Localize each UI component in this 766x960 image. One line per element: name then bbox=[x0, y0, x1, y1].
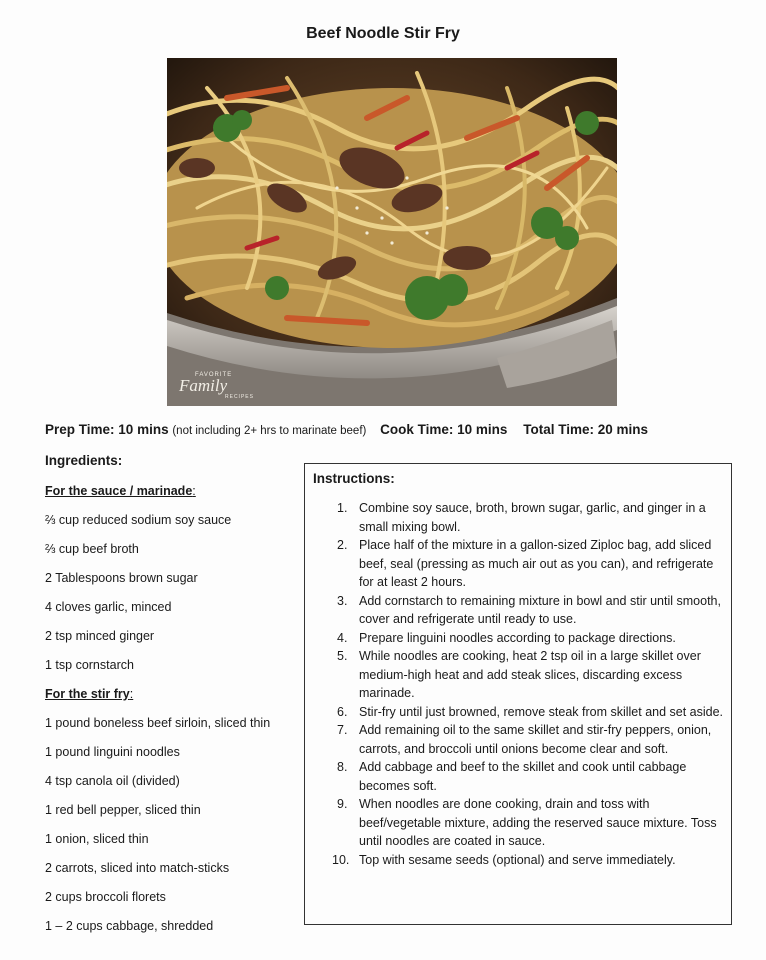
instruction-step: 4. Prepare linguini noodles according to package directions. bbox=[337, 630, 676, 645]
ingredient-item: 1 onion, sliced thin bbox=[45, 832, 149, 846]
prep-time-value: 10 mins bbox=[118, 422, 169, 437]
recipe-times bbox=[45, 422, 648, 437]
ingredient-item: 2 tsp minced ginger bbox=[45, 629, 155, 643]
ingredient-item: ⅔ cup beef broth bbox=[45, 542, 139, 556]
instruction-step: 5. While noodles are cooking, heat 2 tsp oil in a large skillet over medium-high heat and add steak slices, discarding excess marinade. bbox=[337, 649, 701, 700]
prep-time-label: Prep Time: bbox=[45, 422, 115, 437]
ingredient-item: 1 – 2 cups cabbage, shredded bbox=[45, 919, 214, 933]
instruction-step: 9. When noodles are done cooking, drain and toss with beef/vegetable mixture, adding the reserved sauce mixture. Toss until noodles are coated in sauce. bbox=[337, 797, 717, 848]
svg-text:RECIPES: RECIPES bbox=[225, 394, 254, 400]
instruction-step: 10. Top with sesame seeds (optional) and serve immediately. bbox=[332, 852, 676, 867]
recipe-title: Beef Noodle Stir Fry bbox=[306, 25, 460, 42]
ingredient-item: 1 red bell pepper, sliced thin bbox=[45, 803, 201, 817]
svg-text:Family: Family bbox=[179, 376, 228, 395]
ingredients-heading: Ingredients: bbox=[45, 453, 123, 468]
svg-text:FAVORITE: FAVORITE bbox=[195, 372, 233, 378]
instruction-step: 1. Combine soy sauce, broth, brown sugar, garlic, and ginger in a small mixing bowl. bbox=[337, 501, 706, 534]
ingredient-item: 2 cups broccoli florets bbox=[45, 890, 166, 904]
favorite-family-recipes-logo bbox=[175, 368, 271, 400]
stir-fry-illustration bbox=[167, 58, 617, 406]
ingredient-item: 1 pound boneless beef sirloin, sliced thin bbox=[45, 716, 271, 730]
stirfry-subheading: For the stir fry: bbox=[45, 687, 134, 701]
sauce-subheading: For the sauce / marinade: bbox=[45, 484, 196, 498]
ingredient-item: 1 pound linguini noodles bbox=[45, 745, 180, 759]
instructions-list bbox=[315, 499, 727, 869]
instruction-step: 7. Add remaining oil to the same skillet and stir-fry peppers, onion, carrots, and broccoli until onions become clear and soft. bbox=[337, 723, 712, 756]
ingredient-item: 4 tsp canola oil (divided) bbox=[45, 774, 180, 788]
total-time-label: Total Time: bbox=[523, 422, 594, 437]
prep-time-note: (not including 2+ hrs to marinate beef) bbox=[172, 425, 367, 437]
ingredient-item: 2 carrots, sliced into match-sticks bbox=[45, 861, 230, 875]
ingredient-item: 4 cloves garlic, minced bbox=[45, 600, 172, 614]
instruction-step: 6. Stir-fry until just browned, remove steak from skillet and set aside. bbox=[337, 704, 724, 719]
recipe-photo bbox=[167, 58, 617, 406]
ingredient-item: 2 Tablespoons brown sugar bbox=[45, 571, 198, 585]
total-time-value: 20 mins bbox=[597, 422, 649, 437]
instructions-box bbox=[304, 463, 732, 925]
ingredient-item: 1 tsp cornstarch bbox=[45, 658, 134, 672]
instruction-step: 3. Add cornstarch to remaining mixture in bowl and stir until smooth, cover and refrigerate until ready to use. bbox=[337, 593, 721, 626]
cook-time-value: 10 mins bbox=[457, 422, 508, 437]
instruction-step: 2. Place half of the mixture in a gallon-sized Ziploc bag, add sliced beef, seal (pressing as much air out as you can), and refrigerate for at least 2 hours. bbox=[337, 538, 714, 589]
ingredient-item: ⅔ cup reduced sodium soy sauce bbox=[45, 513, 232, 527]
ingredients-list bbox=[45, 482, 295, 946]
instructions-heading: Instructions: bbox=[313, 471, 395, 486]
instruction-step: 8. Add cabbage and beef to the skillet and cook until cabbage becomes soft. bbox=[337, 760, 687, 793]
cook-time-label: Cook Time: bbox=[380, 422, 454, 437]
